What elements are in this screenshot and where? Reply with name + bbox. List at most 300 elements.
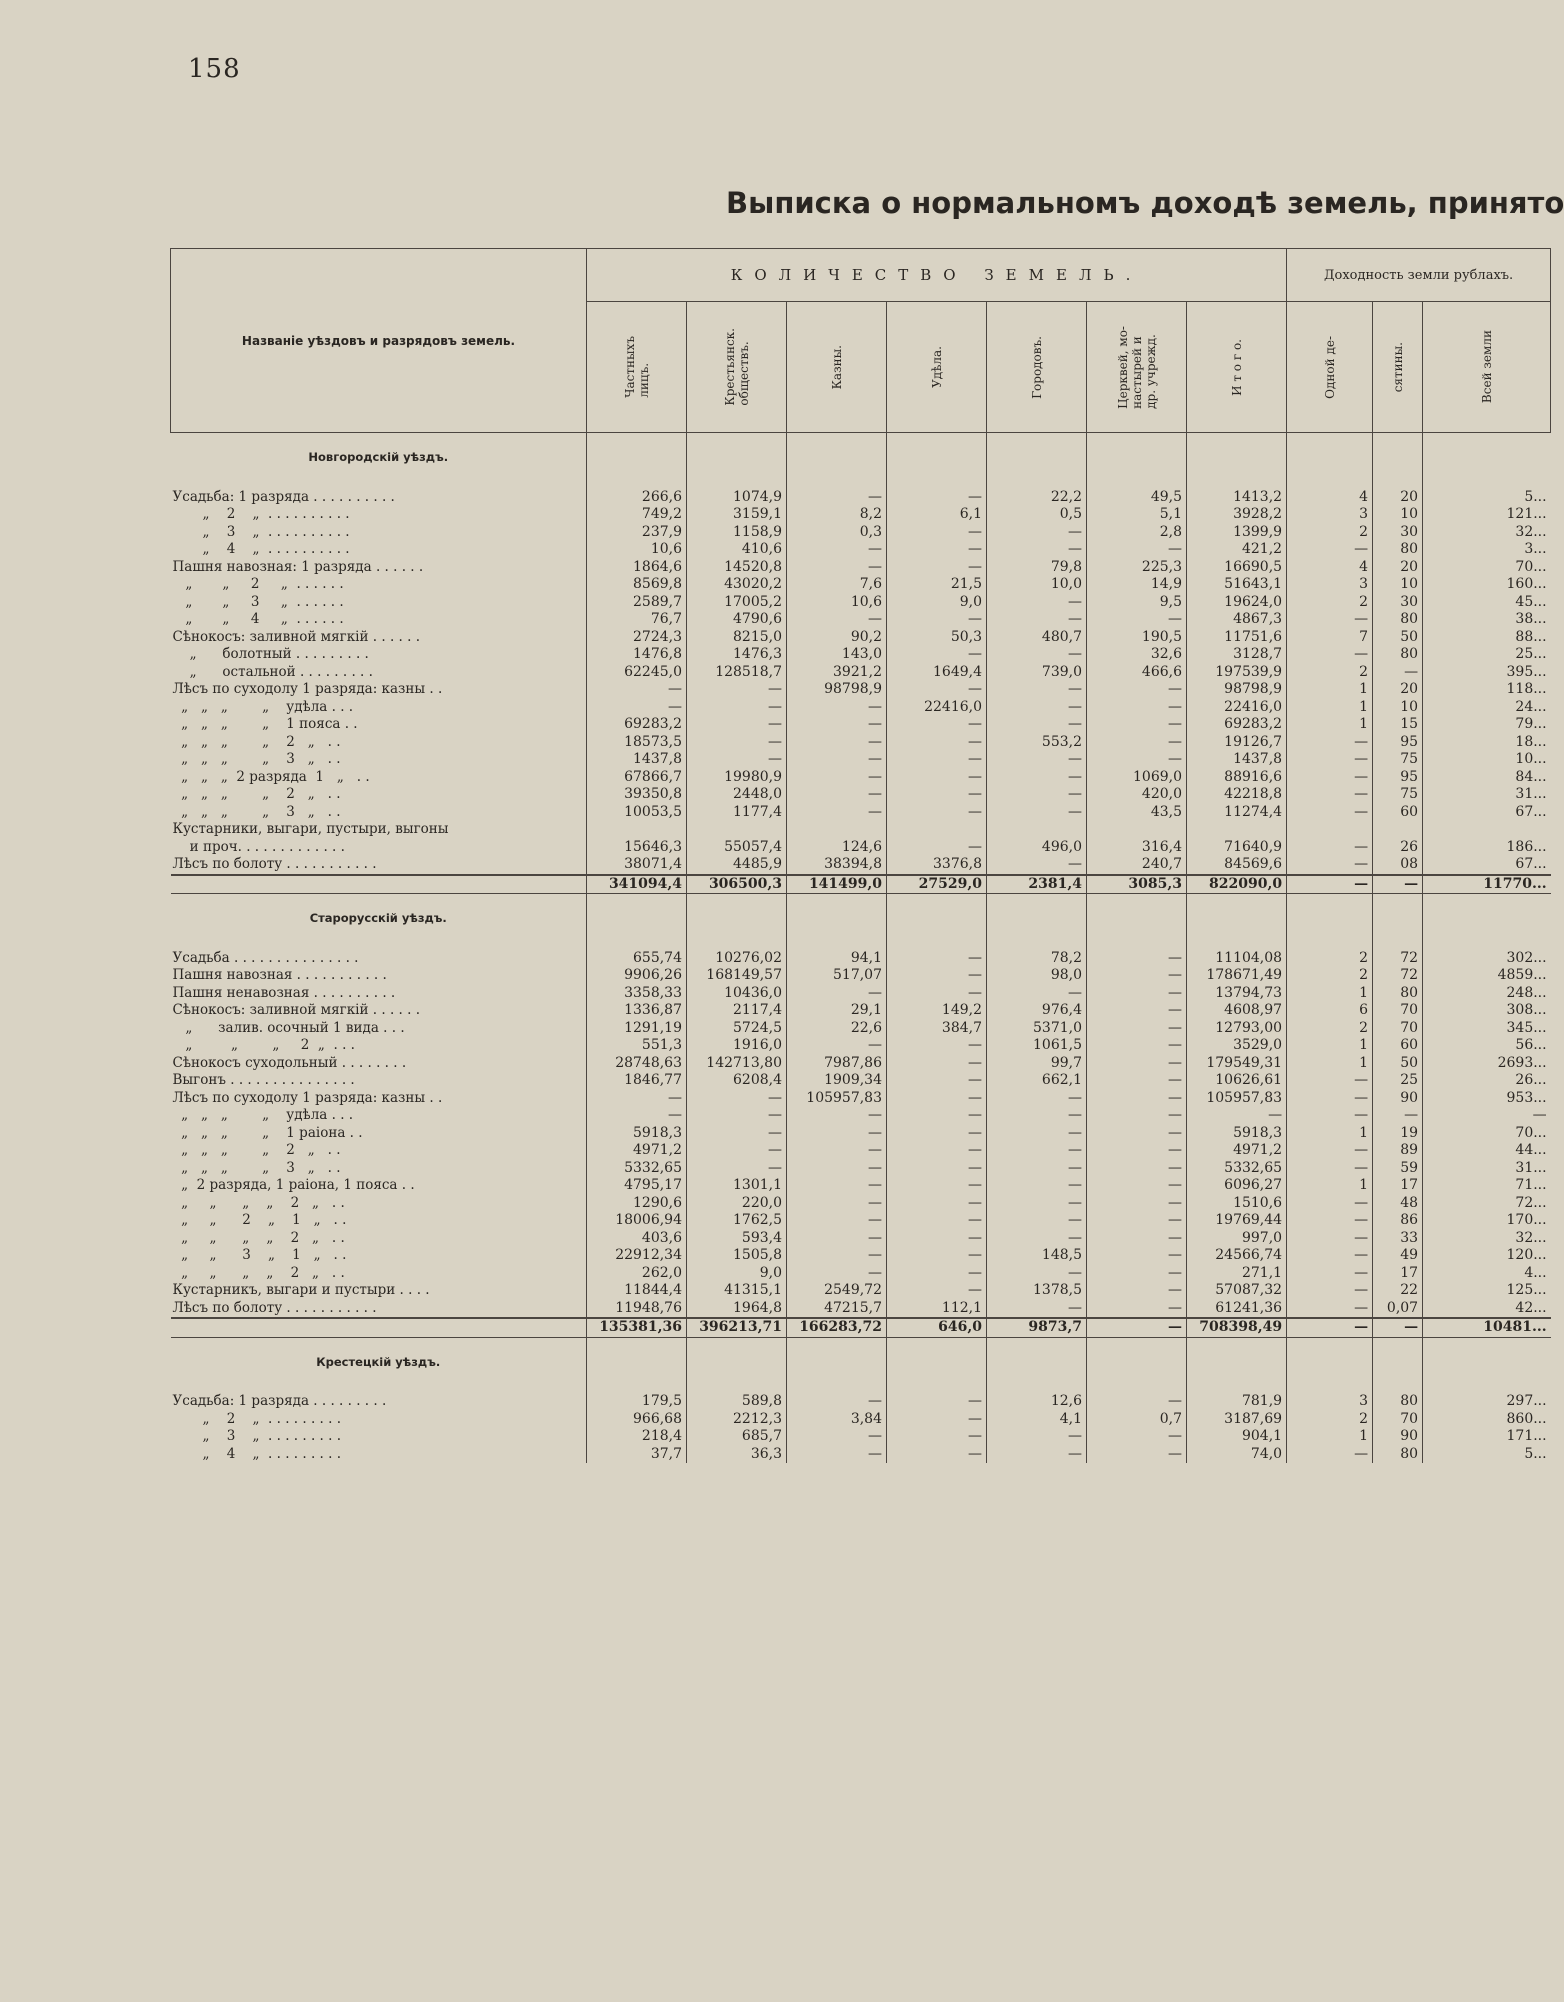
value-cell: 90 — [1373, 1428, 1423, 1446]
table-row — [171, 967, 1551, 985]
value-cell: — — [1087, 1282, 1187, 1300]
empty-cell — [687, 433, 787, 489]
value-cell: 316,4 — [1087, 839, 1187, 857]
table-row — [171, 1300, 1551, 1319]
value-cell: — — [1087, 681, 1187, 699]
row-label: Лѣсъ по суходолу 1 разряда: казны . . — [172, 681, 443, 697]
value-cell: 16690,5 — [1187, 559, 1287, 577]
row-label: Выгонъ . . . . . . . . . . . . . . . — [172, 1072, 355, 1088]
value-cell: — — [887, 1247, 987, 1265]
value-cell: — — [1287, 1107, 1373, 1125]
value-cell: 341094,4 — [587, 875, 687, 894]
column-header-1 — [687, 302, 787, 433]
empty-cell — [787, 1337, 887, 1393]
value-cell: 2 — [1287, 594, 1373, 612]
value-cell: 4 — [1287, 559, 1373, 577]
value-cell: 170... — [1423, 1212, 1551, 1230]
value-cell: 240,7 — [1087, 856, 1187, 875]
value-cell: 78,2 — [987, 950, 1087, 968]
value-cell: — — [987, 1160, 1087, 1178]
empty-cell — [1287, 433, 1373, 489]
value-cell: — — [1087, 1318, 1187, 1337]
row-label: „ „ „ „ 2 „ . . — [172, 786, 341, 802]
value-cell: 1909,34 — [787, 1072, 887, 1090]
value-cell: 2693... — [1423, 1055, 1551, 1073]
value-cell: 80 — [1373, 541, 1423, 559]
value-cell: — — [887, 489, 987, 507]
value-cell: 22 — [1373, 1282, 1423, 1300]
value-cell: — — [987, 611, 1087, 629]
empty-cell — [1087, 894, 1187, 950]
value-cell: 70 — [1373, 1411, 1423, 1429]
value-cell: 10276,02 — [687, 950, 787, 968]
value-cell: — — [887, 1195, 987, 1213]
value-cell — [687, 821, 787, 839]
value-cell: 5... — [1423, 489, 1551, 507]
column-header-label: Городовъ. — [1029, 335, 1044, 399]
value-cell: 80 — [1373, 646, 1423, 664]
value-cell: 51643,1 — [1187, 576, 1287, 594]
value-cell: — — [1287, 1446, 1373, 1464]
value-cell: 19126,7 — [1187, 734, 1287, 752]
column-header-label: Всей земли — [1479, 330, 1494, 404]
value-cell: — — [1287, 1090, 1373, 1108]
column-header-8 — [1373, 302, 1423, 433]
value-cell: — — [887, 1125, 987, 1143]
row-label: „ „ 3 „ . . . . . . — [172, 593, 344, 610]
value-cell: 0,7 — [1087, 1411, 1187, 1429]
row-label: Сѣнокосъ суходольный . . . . . . . . — [172, 1054, 407, 1071]
value-cell: — — [887, 985, 987, 1003]
value-cell: 822090,0 — [1187, 875, 1287, 894]
value-cell: 71640,9 — [1187, 839, 1287, 857]
value-cell: — — [1187, 1107, 1287, 1125]
value-cell: 4971,2 — [1187, 1142, 1287, 1160]
value-cell: 271,1 — [1187, 1265, 1287, 1283]
value-cell: 98798,9 — [787, 681, 887, 699]
column-header-6 — [1187, 302, 1287, 433]
value-cell: 45... — [1423, 594, 1551, 612]
table-row — [171, 786, 1551, 804]
value-cell: — — [887, 839, 987, 857]
district-name: Крестецкій уѣздъ. — [316, 1354, 441, 1369]
table-row — [171, 664, 1551, 682]
column-header-label: Казны. — [829, 344, 844, 390]
table-row — [171, 594, 1551, 612]
value-cell: 966,68 — [587, 1411, 687, 1429]
value-cell: 10436,0 — [687, 985, 787, 1003]
value-cell: — — [1087, 1125, 1187, 1143]
value-cell: 0,3 — [787, 524, 887, 542]
value-cell: 32,6 — [1087, 646, 1187, 664]
value-cell: 0,5 — [987, 506, 1087, 524]
value-cell: 39350,8 — [587, 786, 687, 804]
value-cell: 262,0 — [587, 1265, 687, 1283]
value-cell: — — [787, 1428, 887, 1446]
value-cell: 4867,3 — [1187, 611, 1287, 629]
value-cell: 2212,3 — [687, 1411, 787, 1429]
value-cell: 466,6 — [1087, 664, 1187, 682]
value-cell: 125... — [1423, 1282, 1551, 1300]
value-cell: — — [787, 1107, 887, 1125]
value-cell: — — [887, 524, 987, 542]
value-cell: 22912,34 — [587, 1247, 687, 1265]
value-cell: 62245,0 — [587, 664, 687, 682]
value-cell: — — [1087, 1265, 1187, 1283]
value-cell: — — [1287, 786, 1373, 804]
value-cell: 17 — [1373, 1177, 1423, 1195]
empty-cell — [887, 894, 987, 950]
value-cell: — — [1287, 1142, 1373, 1160]
value-cell: — — [987, 1090, 1087, 1108]
value-cell: 655,74 — [587, 950, 687, 968]
value-cell: — — [1287, 1318, 1373, 1337]
value-cell: — — [887, 967, 987, 985]
value-cell: 1061,5 — [987, 1037, 1087, 1055]
value-cell: 3358,33 — [587, 985, 687, 1003]
value-cell: 143,0 — [787, 646, 887, 664]
value-cell: 61241,36 — [1187, 1300, 1287, 1319]
value-cell: 2 — [1287, 524, 1373, 542]
empty-cell — [1087, 433, 1187, 489]
value-cell: 49,5 — [1087, 489, 1187, 507]
value-cell: 1177,4 — [687, 804, 787, 822]
value-cell: 3128,7 — [1187, 646, 1287, 664]
value-cell: 496,0 — [987, 839, 1087, 857]
row-label: „ „ „ „ 1 пояса . . — [172, 716, 358, 732]
row-label: „ „ „ „ 3 „ . . — [172, 1159, 341, 1176]
value-cell: 17005,2 — [687, 594, 787, 612]
value-cell: 178671,49 — [1187, 967, 1287, 985]
value-cell: — — [887, 541, 987, 559]
value-cell: 593,4 — [687, 1230, 787, 1248]
value-cell: — — [887, 786, 987, 804]
value-cell: 08 — [1373, 856, 1423, 875]
column-header-2 — [787, 302, 887, 433]
value-cell: — — [787, 1177, 887, 1195]
value-cell: 308... — [1423, 1002, 1551, 1020]
column-header-label: Одной де- — [1322, 335, 1337, 399]
empty-cell — [1287, 1337, 1373, 1393]
table-row — [171, 856, 1551, 875]
value-cell — [1287, 821, 1373, 839]
value-cell: — — [1287, 1212, 1373, 1230]
value-cell: 3 — [1287, 576, 1373, 594]
table-row — [171, 1282, 1551, 1300]
column-header-4 — [987, 302, 1087, 433]
value-cell: 95 — [1373, 769, 1423, 787]
value-cell: 67... — [1423, 856, 1551, 875]
row-label: „ болотный . . . . . . . . . — [172, 646, 369, 662]
value-cell: 396213,71 — [687, 1318, 787, 1337]
value-cell: — — [887, 1142, 987, 1160]
value-cell: 1291,19 — [587, 1020, 687, 1038]
value-cell: 24... — [1423, 699, 1551, 717]
value-cell — [887, 821, 987, 839]
table-body — [171, 433, 1551, 1464]
value-cell: — — [1287, 804, 1373, 822]
value-cell: 74,0 — [1187, 1446, 1287, 1464]
value-cell: — — [887, 1265, 987, 1283]
value-cell: — — [987, 716, 1087, 734]
value-cell: — — [887, 734, 987, 752]
value-cell: — — [1087, 1446, 1187, 1464]
value-cell: 118... — [1423, 681, 1551, 699]
value-cell: 128518,7 — [687, 664, 787, 682]
value-cell: 1399,9 — [1187, 524, 1287, 542]
value-cell: 2381,4 — [987, 875, 1087, 894]
value-cell: 26 — [1373, 839, 1423, 857]
value-cell: 420,0 — [1087, 786, 1187, 804]
value-cell: 1 — [1287, 985, 1373, 1003]
value-cell: 5724,5 — [687, 1020, 787, 1038]
value-cell: — — [687, 1142, 787, 1160]
value-cell: 11770... — [1423, 875, 1551, 894]
value-cell: — — [1287, 1300, 1373, 1319]
value-cell: 12,6 — [987, 1393, 1087, 1411]
value-cell: 18006,94 — [587, 1212, 687, 1230]
value-cell: — — [887, 1393, 987, 1411]
value-cell: 976,4 — [987, 1002, 1087, 1020]
row-label: Пашня навозная: 1 разряда . . . . . . — [172, 558, 424, 575]
table-row — [171, 1177, 1551, 1195]
value-cell: 646,0 — [887, 1318, 987, 1337]
value-cell: 1505,8 — [687, 1247, 787, 1265]
value-cell: 2448,0 — [687, 786, 787, 804]
value-cell: — — [987, 985, 1087, 1003]
row-label: Лѣсъ по болоту . . . . . . . . . . . — [172, 1299, 377, 1316]
value-cell: 44... — [1423, 1142, 1551, 1160]
table-row — [171, 576, 1551, 594]
value-cell: 3085,3 — [1087, 875, 1187, 894]
value-cell: 10... — [1423, 751, 1551, 769]
value-cell: 120... — [1423, 1247, 1551, 1265]
value-cell: — — [1287, 1282, 1373, 1300]
value-cell: 50 — [1373, 629, 1423, 647]
value-cell: 84... — [1423, 769, 1551, 787]
value-cell: — — [987, 1212, 1087, 1230]
value-cell: 403,6 — [587, 1230, 687, 1248]
value-cell: 1301,1 — [687, 1177, 787, 1195]
column-header-label: Церквей, мо- настырей и др. учрежд. — [1115, 325, 1158, 409]
table-row — [171, 1090, 1551, 1108]
value-cell: — — [787, 1230, 887, 1248]
value-cell: 1 — [1287, 1037, 1373, 1055]
value-cell: — — [1087, 1212, 1187, 1230]
table-row — [171, 716, 1551, 734]
value-cell: 1476,3 — [687, 646, 787, 664]
value-cell: — — [1287, 1195, 1373, 1213]
value-cell: 19769,44 — [1187, 1212, 1287, 1230]
value-cell: 90 — [1373, 1090, 1423, 1108]
value-cell: 904,1 — [1187, 1428, 1287, 1446]
value-cell: 237,9 — [587, 524, 687, 542]
value-cell: — — [887, 1428, 987, 1446]
value-cell: 19980,9 — [687, 769, 787, 787]
value-cell: — — [987, 1125, 1087, 1143]
value-cell: — — [987, 1446, 1087, 1464]
value-cell: 168149,57 — [687, 967, 787, 985]
row-label: „ „ „ „ 3 „ . . — [172, 751, 341, 767]
value-cell: — — [1087, 1002, 1187, 1020]
value-cell: 6208,4 — [687, 1072, 787, 1090]
page-number: 158 — [188, 54, 241, 84]
value-cell — [587, 821, 687, 839]
value-cell: 30 — [1373, 594, 1423, 612]
value-cell: 148,5 — [987, 1247, 1087, 1265]
value-cell: — — [1423, 1107, 1551, 1125]
income-header: Доходность земли рублахъ. — [1287, 249, 1551, 302]
empty-cell — [687, 894, 787, 950]
value-cell: 49 — [1373, 1247, 1423, 1265]
value-cell: 89 — [1373, 1142, 1423, 1160]
district-total-row — [171, 1318, 1551, 1337]
column-header-label: И т о г о. — [1229, 338, 1244, 396]
value-cell: 3529,0 — [1187, 1037, 1287, 1055]
value-cell: 67866,7 — [587, 769, 687, 787]
district-total-row — [171, 875, 1551, 894]
value-cell: 12793,00 — [1187, 1020, 1287, 1038]
table-row — [171, 804, 1551, 822]
value-cell: 4795,17 — [587, 1177, 687, 1195]
value-cell: — — [1087, 1393, 1187, 1411]
value-cell: — — [787, 716, 887, 734]
value-cell: 11274,4 — [1187, 804, 1287, 822]
empty-cell — [1373, 1337, 1423, 1393]
value-cell — [987, 821, 1087, 839]
value-cell: 1864,6 — [587, 559, 687, 577]
value-cell: 20 — [1373, 559, 1423, 577]
value-cell: 225,3 — [1087, 559, 1187, 577]
value-cell: 749,2 — [587, 506, 687, 524]
table-row — [171, 1037, 1551, 1055]
row-label: „ 2 „ . . . . . . . . . — [172, 1410, 341, 1427]
value-cell: 248... — [1423, 985, 1551, 1003]
row-label: „ „ „ „ 1 раіона . . — [172, 1124, 363, 1141]
value-cell: — — [987, 646, 1087, 664]
table-row — [171, 681, 1551, 699]
value-cell: 3,84 — [787, 1411, 887, 1429]
ledger-table-area — [170, 248, 1547, 1838]
value-cell: — — [887, 804, 987, 822]
value-cell: — — [1087, 751, 1187, 769]
value-cell: 25... — [1423, 646, 1551, 664]
value-cell: 11844,4 — [587, 1282, 687, 1300]
value-cell: 1476,8 — [587, 646, 687, 664]
value-cell: 17 — [1373, 1265, 1423, 1283]
value-cell: 14,9 — [1087, 576, 1187, 594]
row-label: „ „ „ 2 разряда 1 „ . . — [172, 768, 370, 785]
empty-cell — [1423, 894, 1551, 950]
row-label: Пашня навозная . . . . . . . . . . . — [172, 967, 387, 983]
value-cell: — — [787, 804, 887, 822]
value-cell: 47215,7 — [787, 1300, 887, 1319]
value-cell: — — [1287, 646, 1373, 664]
value-cell: 76,7 — [587, 611, 687, 629]
value-cell: — — [1287, 1265, 1373, 1283]
value-cell: 1 — [1287, 699, 1373, 717]
column-header-label: Удѣла. — [929, 346, 944, 388]
value-cell: 166283,72 — [787, 1318, 887, 1337]
row-label: „ „ „ „ 2 „ . . — [172, 1194, 345, 1211]
value-cell: 10481... — [1423, 1318, 1551, 1337]
value-cell: — — [1287, 1160, 1373, 1178]
value-cell: 553,2 — [987, 734, 1087, 752]
table-row — [171, 1428, 1551, 1446]
value-cell: 112,1 — [887, 1300, 987, 1319]
empty-cell — [987, 1337, 1087, 1393]
value-cell: — — [987, 1300, 1087, 1319]
value-cell: — — [1373, 1318, 1423, 1337]
row-label: „ „ 2 „ 1 „ . . — [172, 1212, 347, 1228]
empty-cell — [687, 1337, 787, 1393]
value-cell: 25 — [1373, 1072, 1423, 1090]
value-cell: 2 — [1287, 1020, 1373, 1038]
row-label: Усадьба: 1 разряда . . . . . . . . . — [172, 1393, 387, 1409]
value-cell: 4859... — [1423, 967, 1551, 985]
value-cell: — — [987, 594, 1087, 612]
value-cell: 79,8 — [987, 559, 1087, 577]
value-cell: 69283,2 — [587, 716, 687, 734]
value-cell: 15 — [1373, 716, 1423, 734]
row-label: „ 2 „ . . . . . . . . . . — [172, 506, 350, 522]
table-row — [171, 1160, 1551, 1178]
value-cell: 160... — [1423, 576, 1551, 594]
value-cell: 79... — [1423, 716, 1551, 734]
value-cell: — — [1087, 985, 1187, 1003]
empty-cell — [1373, 433, 1423, 489]
value-cell: 21,5 — [887, 576, 987, 594]
value-cell: — — [1087, 1107, 1187, 1125]
value-cell: 67... — [1423, 804, 1551, 822]
table-row — [171, 646, 1551, 664]
value-cell: — — [887, 1160, 987, 1178]
value-cell: — — [987, 1230, 1087, 1248]
value-cell: 42218,8 — [1187, 786, 1287, 804]
value-cell: 22416,0 — [887, 699, 987, 717]
value-cell: 84569,6 — [1187, 856, 1287, 875]
value-cell: — — [887, 716, 987, 734]
value-cell: 20 — [1373, 489, 1423, 507]
value-cell: 10 — [1373, 576, 1423, 594]
value-cell: 2 — [1287, 1411, 1373, 1429]
empty-cell — [987, 894, 1087, 950]
table-row — [171, 629, 1551, 647]
value-cell: 99,7 — [987, 1055, 1087, 1073]
value-cell: — — [1287, 875, 1373, 894]
table-row — [171, 699, 1551, 717]
value-cell: 22,6 — [787, 1020, 887, 1038]
value-cell: 2117,4 — [687, 1002, 787, 1020]
value-cell: 9,5 — [1087, 594, 1187, 612]
value-cell: — — [787, 1393, 887, 1411]
value-cell: 1 — [1287, 1125, 1373, 1143]
value-cell: 71... — [1423, 1177, 1551, 1195]
table-row — [171, 1072, 1551, 1090]
value-cell: 2 — [1287, 950, 1373, 968]
value-cell: — — [687, 1107, 787, 1125]
row-label: Кустарники, выгари, пустыри, выгоны — [172, 821, 449, 837]
row-label: Сѣнокосъ: заливной мягкій . . . . . . — [172, 1002, 420, 1018]
names-column-header: Названіе уѣздовъ и разрядовъ земель. — [171, 249, 587, 433]
value-cell: 1 — [1287, 1177, 1373, 1195]
empty-cell — [787, 894, 887, 950]
empty-cell — [1423, 1337, 1551, 1393]
value-cell: 38... — [1423, 611, 1551, 629]
value-cell: — — [787, 699, 887, 717]
table-row — [171, 506, 1551, 524]
column-header-0 — [587, 302, 687, 433]
